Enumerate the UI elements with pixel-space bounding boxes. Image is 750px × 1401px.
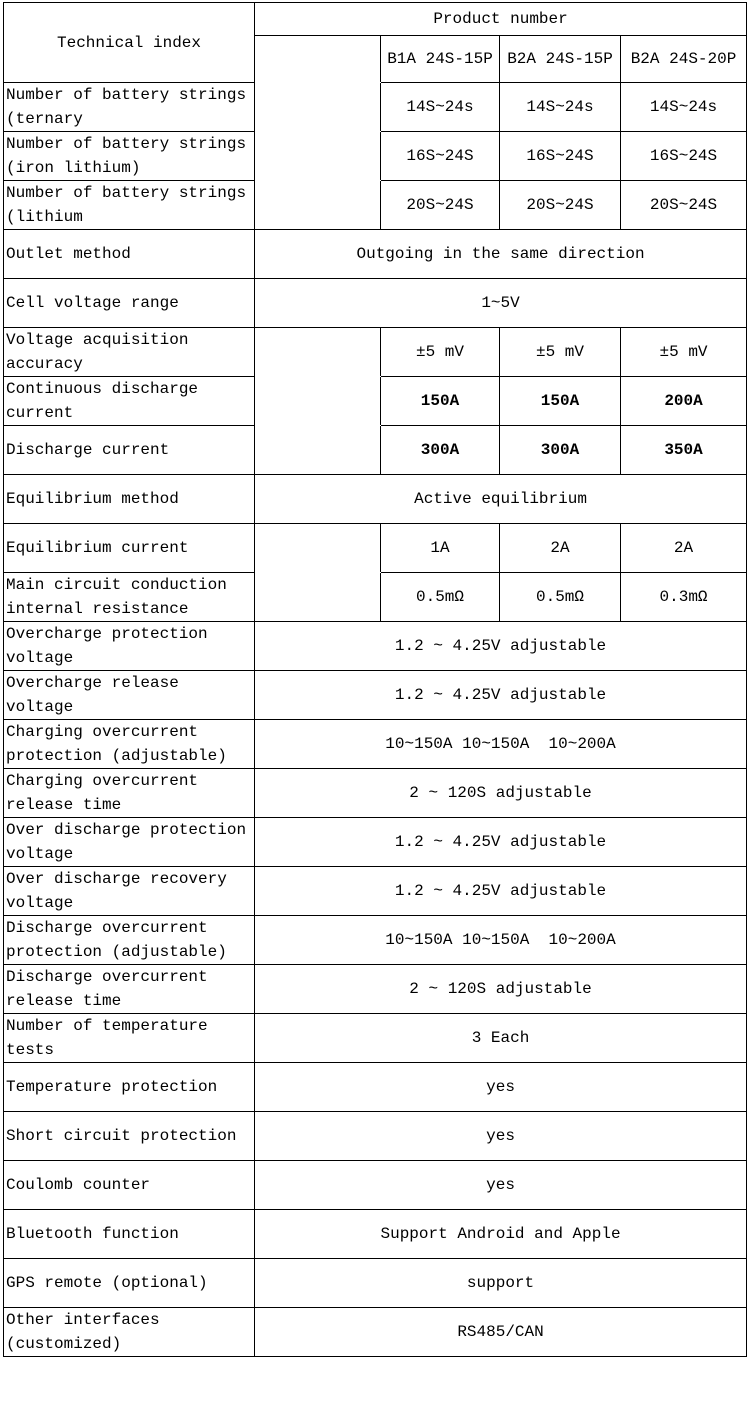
row-ternary-strings [4,83,747,132]
blank-cell [255,132,381,181]
row-label: Coulomb counter [4,1161,255,1210]
value-cell: 200A [621,377,747,426]
value-cell: 0.5mΩ [500,573,621,622]
row-internal-resistance [4,573,747,622]
row-label: Other interfaces (customized) [4,1308,255,1357]
value-cell: 1A [381,524,500,573]
row-label: Outlet method [4,230,255,279]
value-cell: 10~150A 10~150A 10~200A [255,720,747,769]
row-outlet-method [4,230,747,279]
row-label: Number of temperature tests [4,1014,255,1063]
row-label: Short circuit protection [4,1112,255,1161]
value-cell: 2A [500,524,621,573]
row-cell-voltage-range [4,279,747,328]
value-cell: ±5 mV [621,328,747,377]
row-equilibrium-method [4,475,747,524]
technical-index-header: Technical index [4,3,255,83]
row-temperature-tests [4,1014,747,1063]
value-cell: 0.5mΩ [381,573,500,622]
model-header-3: B2A 24S-20P [621,36,747,83]
row-label: Bluetooth function [4,1210,255,1259]
value-cell: 1.2 ~ 4.25V adjustable [255,671,747,720]
product-number-header: Product number [255,3,747,36]
row-other-interfaces [4,1308,747,1357]
value-cell: Support Android and Apple [255,1210,747,1259]
row-label: Over discharge protection voltage [4,818,255,867]
row-discharge-overcurrent-release [4,965,747,1014]
blank-cell [255,36,381,83]
row-label: Number of battery strings (ternary [4,83,255,132]
value-cell: 350A [621,426,747,475]
row-label: Equilibrium current [4,524,255,573]
value-cell: 16S~24S [621,132,747,181]
row-label: Over discharge recovery voltage [4,867,255,916]
value-cell: yes [255,1112,747,1161]
row-temperature-protection [4,1063,747,1112]
row-label: Main circuit conduction internal resistance [4,573,255,622]
value-cell: yes [255,1161,747,1210]
row-label: Discharge overcurrent release time [4,965,255,1014]
row-discharge-overcurrent-protection [4,916,747,965]
row-label: Discharge overcurrent protection (adjustable) [4,916,255,965]
row-lithium-strings [4,181,747,230]
blank-cell [255,328,381,377]
row-discharge-current [4,426,747,475]
row-label: Temperature protection [4,1063,255,1112]
row-label: Voltage acquisition accuracy [4,328,255,377]
blank-cell [255,426,381,475]
value-cell: 300A [500,426,621,475]
value-cell: RS485/CAN [255,1308,747,1357]
header-row-1 [4,3,747,36]
row-gps-remote [4,1259,747,1308]
row-overcharge-release-voltage [4,671,747,720]
value-cell: 2 ~ 120S adjustable [255,965,747,1014]
value-cell: Active equilibrium [255,475,747,524]
row-label: Charging overcurrent release time [4,769,255,818]
value-cell: Outgoing in the same direction [255,230,747,279]
row-label: Equilibrium method [4,475,255,524]
row-continuous-discharge [4,377,747,426]
row-label: Charging overcurrent protection (adjustable) [4,720,255,769]
value-cell: 1.2 ~ 4.25V adjustable [255,867,747,916]
value-cell: 20S~24S [621,181,747,230]
value-cell: 150A [500,377,621,426]
row-label: GPS remote (optional) [4,1259,255,1308]
value-cell: 0.3mΩ [621,573,747,622]
row-label: Overcharge protection voltage [4,622,255,671]
value-cell: 3 Each [255,1014,747,1063]
row-short-circuit-protection [4,1112,747,1161]
value-cell: 1~5V [255,279,747,328]
value-cell: 300A [381,426,500,475]
value-cell: 2 ~ 120S adjustable [255,769,747,818]
blank-cell [255,83,381,132]
value-cell: 14S~24s [381,83,500,132]
blank-cell [255,377,381,426]
value-cell: 2A [621,524,747,573]
row-iron-lithium-strings [4,132,747,181]
value-cell: 1.2 ~ 4.25V adjustable [255,818,747,867]
value-cell: 16S~24S [500,132,621,181]
value-cell: yes [255,1063,747,1112]
row-bluetooth-function [4,1210,747,1259]
model-header-1: B1A 24S-15P [381,36,500,83]
model-header-2: B2A 24S-15P [500,36,621,83]
row-equilibrium-current [4,524,747,573]
blank-cell [255,524,381,573]
value-cell: 20S~24S [500,181,621,230]
value-cell: 150A [381,377,500,426]
value-cell: 14S~24s [500,83,621,132]
value-cell: 14S~24s [621,83,747,132]
spec-table [3,2,747,1357]
row-charging-overcurrent-release [4,769,747,818]
row-label: Cell voltage range [4,279,255,328]
row-over-discharge-recovery [4,867,747,916]
blank-cell [255,573,381,622]
row-overcharge-protection-voltage [4,622,747,671]
value-cell: support [255,1259,747,1308]
value-cell: ±5 mV [381,328,500,377]
row-label: Overcharge release voltage [4,671,255,720]
value-cell: 16S~24S [381,132,500,181]
row-over-discharge-protection [4,818,747,867]
row-voltage-accuracy [4,328,747,377]
row-label: Number of battery strings (iron lithium) [4,132,255,181]
row-label: Discharge current [4,426,255,475]
row-label: Continuous discharge current [4,377,255,426]
value-cell: 10~150A 10~150A 10~200A [255,916,747,965]
value-cell: 1.2 ~ 4.25V adjustable [255,622,747,671]
row-coulomb-counter [4,1161,747,1210]
row-label: Number of battery strings (lithium [4,181,255,230]
value-cell: 20S~24S [381,181,500,230]
value-cell: ±5 mV [500,328,621,377]
blank-cell [255,181,381,230]
row-charging-overcurrent-protection [4,720,747,769]
